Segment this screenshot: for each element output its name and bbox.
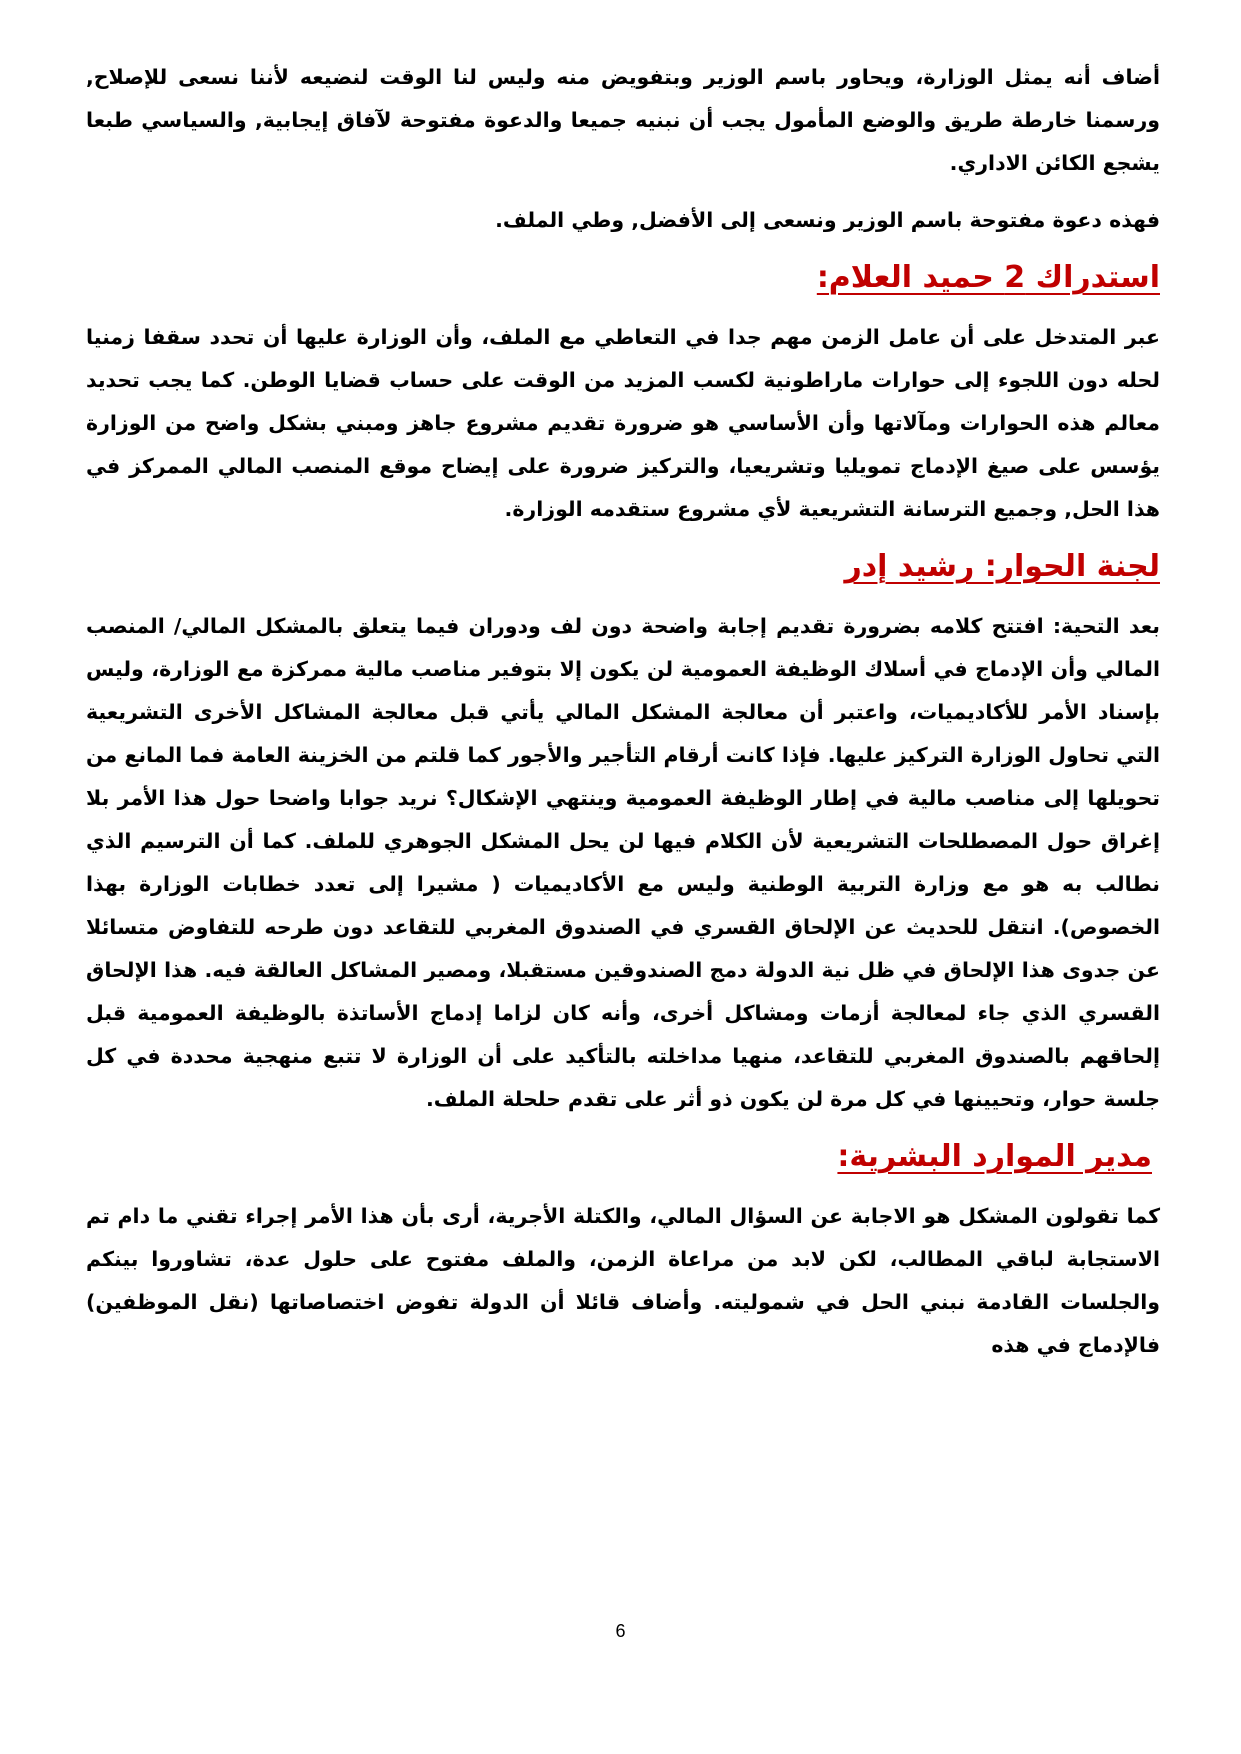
heading-dialogue-committee: لجنة الحوار: رشيد إدر	[844, 549, 1160, 584]
heading-hr-director: مدير الموارد البشرية:	[837, 1139, 1152, 1174]
paragraph-time-factor: عبر المتدخل على أن عامل الزمن مهم جدا في التعاطي مع الملف، وأن الوزارة عليها أن تحدد سقفا زمنيا لحله دون اللجوء إلى حوارات ماراطونية لكسب المزيد من الوقت على حساب قضايا الوطن. كما يجب تحديد معالم هذه الحوارات ومآلاتها وأن الأساسي هو ضرورة تقديم مشروع جاهز ومبني بشكل واضح من الوزارة يؤسس على صيغ الإدماج تمويليا وتشريعيا، والتركيز ضرورة على إيضاح موقع المنصب المالي الممركز في هذا الحل, وجميع الترسانة التشريعية لأي مشروع ستقدمه الوزارة.	[86, 325, 1160, 521]
page-number: 6	[615, 1621, 626, 1641]
paragraph-financial-issue: بعد التحية: افتتح كلامه بضرورة تقديم إجابة واضحة دون لف ودوران فيما يتعلق بالمشكل المالي/ المنصب المالي وأن الإدماج في أسلاك الوظيفة العمومية لن يكون إلا بتوفير مناصب مالية ممركزة مع الوزارة، وليس بإسناد الأمر للأكاديميات، واعتبر أن معالجة المشكل المالي يأتي قبل معالجة المشاكل الأخرى التشريعية التي تحاول الوزارة التركيز عليها. فإذا كانت أرقام التأجير والأجور كما قلتم من الخزينة العامة فما المانع من تحويلها إلى مناصب مالية في إطار الوظيفة العمومية وينتهي الإشكال؟ نريد جوابا واضحا حول هذا الأمر بلا إغراق حول المصطلحات التشريعية لأن الكلام فيها لن يحل المشكل الجوهري للملف. كما أن الترسيم الذي نطالب به هو مع وزارة التربية الوطنية وليس مع الأكاديميات ( مشيرا إلى تعدد خطابات الوزارة بهذا الخصوص). انتقل للحديث عن الإلحاق القسري في الصندوق المغربي للتقاعد دون طرحه للتفاوض متسائلا عن جدوى هذا الإلحاق في ظل نية الدولة دمج الصندوقين مستقبلا، ومصير المشاكل العالقة فيه. هذا الإلحاق القسري الذي جاء لمعالجة أزمات ومشاكل أخرى، وأنه كان لزاما إدماج الأساتذة بالوظيفة العمومية قبل إلحاقهم بالصندوق المغربي للتقاعد، منهيا مداخلته بالتأكيد على أن الوزارة لا تتبع منهجية محددة في كل جلسة حوار، وتحيينها في كل مرة لن يكون ذو أثر على تقدم حلحلة الملف.	[86, 614, 1160, 1111]
heading-hamid-allam: استدراك 2 حميد العلام:	[816, 260, 1160, 295]
paragraph-ministry-representative: أضاف أنه يمثل الوزارة، ويحاور باسم الوزير وبتفويض منه وليس لنا الوقت لنضيعه لأننا نسعى للإصلاح, ورسمنا خارطة طريق والوضع المأمول يجب أن نبنيه جميعا والدعوة مفتوحة لآفاق إيجابية, والسياسي طبعا يشجع الكائن الاداري.	[86, 65, 1160, 175]
paragraph-hr-response: كما تقولون المشكل هو الاجابة عن السؤال المالي، والكتلة الأجرية، أرى بأن هذا الأمر إجراء تقني ما دام تم الاستجابة لباقي المطالب، لكن لابد من مراعاة الزمن، والملف مفتوح على حلول عدة، تشاوروا بينكم والجلسات القادمة نبني الحل في شموليته. وأضاف قائلا أن الدولة تفوض اختصاصاتها (نقل الموظفين) فالإدماج في هذه	[86, 1204, 1160, 1357]
page-content	[86, 56, 1160, 1381]
paragraph-open-invitation: فهذه دعوة مفتوحة باسم الوزير ونسعى إلى الأفضل, وطي الملف.	[495, 208, 1160, 232]
